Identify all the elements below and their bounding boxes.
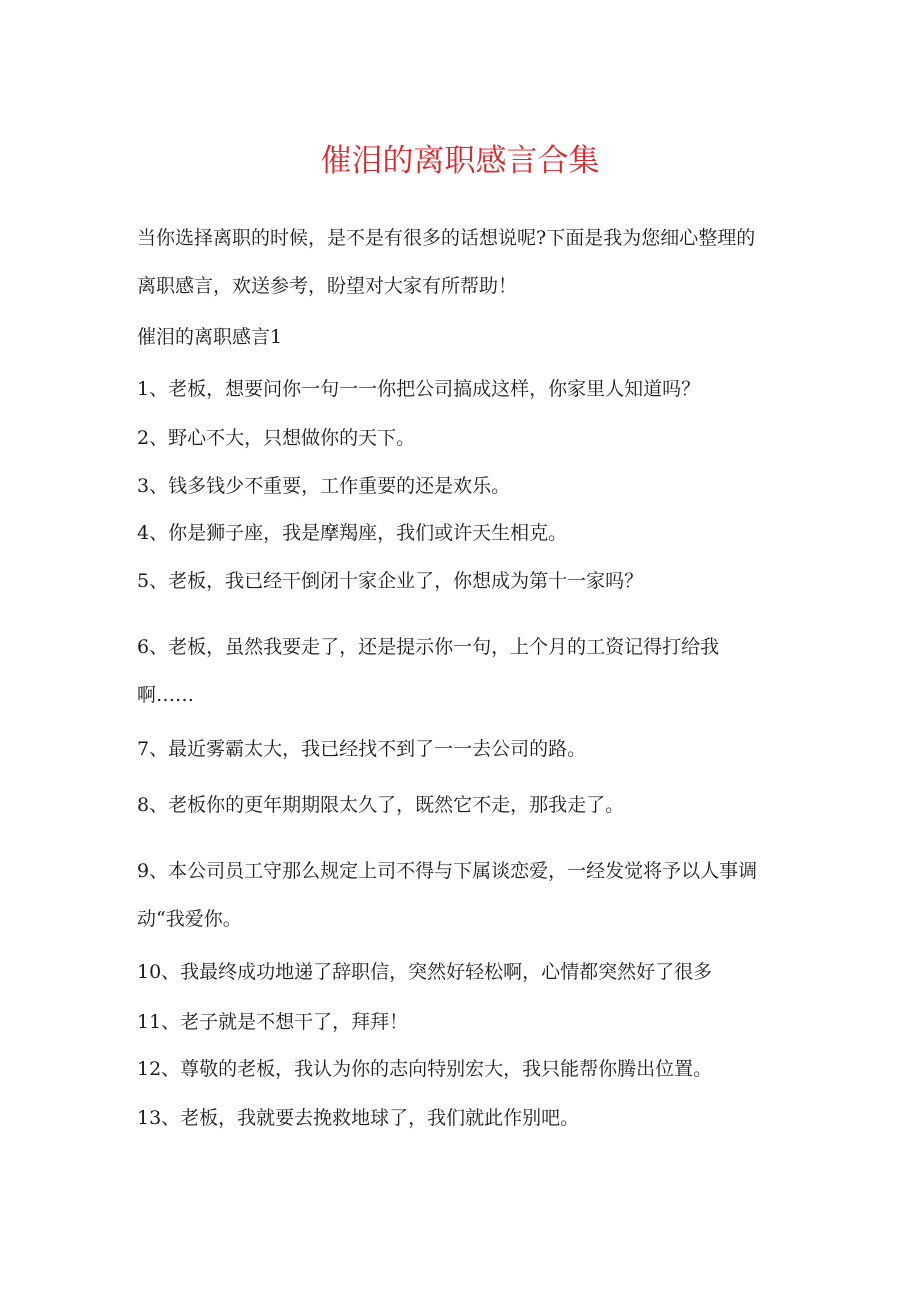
list-item-8: 8、老板你的更年期期限太久了，既然它不走，那我走了。: [137, 794, 625, 816]
list-item-6-line-2: 啊……: [137, 684, 195, 706]
list-item-12: 12、尊敬的老板，我认为你的志向特别宏大，我只能帮你腾出位置。: [137, 1058, 713, 1080]
list-item-9-line-2: 动“我爱你。: [137, 908, 242, 930]
list-item-11: 11、老子就是不想干了，拜拜！: [137, 1011, 409, 1033]
list-item-2: 2、野心不大，只想做你的天下。: [137, 427, 416, 449]
document-title: 催泪的离职感言合集: [320, 143, 600, 179]
list-item-5: 5、老板，我已经干倒闭十家企业了，你想成为第十一家吗？: [137, 570, 644, 592]
list-item-10: 10、我最终成功地递了辞职信，突然好轻松啊，心情都突然好了很多: [137, 961, 713, 983]
list-item-7: 7、最近雾霸太大，我已经找不到了一一去公司的路。: [137, 738, 587, 760]
list-item-6-line-1: 6、老板，虽然我要走了，还是提示你一句，上个月的工资记得打给我: [137, 636, 720, 658]
intro-line-1: 当你选择离职的时候，是不是有很多的话想说呢?下面是我为您细心整理的: [137, 227, 756, 249]
section-heading: 催泪的离职感言1: [137, 326, 283, 348]
list-item-9-line-1: 9、本公司员工守那么规定上司不得与下属谈恋爱，一经发觉将予以人事调: [137, 860, 758, 882]
intro-line-2: 离职感言，欢送参考，盼望对大家有所帮助！: [137, 275, 518, 297]
list-item-3: 3、钱多钱少不重要，工作重要的还是欢乐。: [137, 475, 511, 497]
list-item-13: 13、老板，我就要去挽救地球了，我们就此作别吧。: [137, 1107, 580, 1129]
list-item-1: 1、老板，想要问你一句一一你把公司搞成这样，你家里人知道吗？: [137, 378, 701, 400]
list-item-4: 4、你是狮子座，我是摩羯座，我们或许天生相克。: [137, 522, 568, 544]
